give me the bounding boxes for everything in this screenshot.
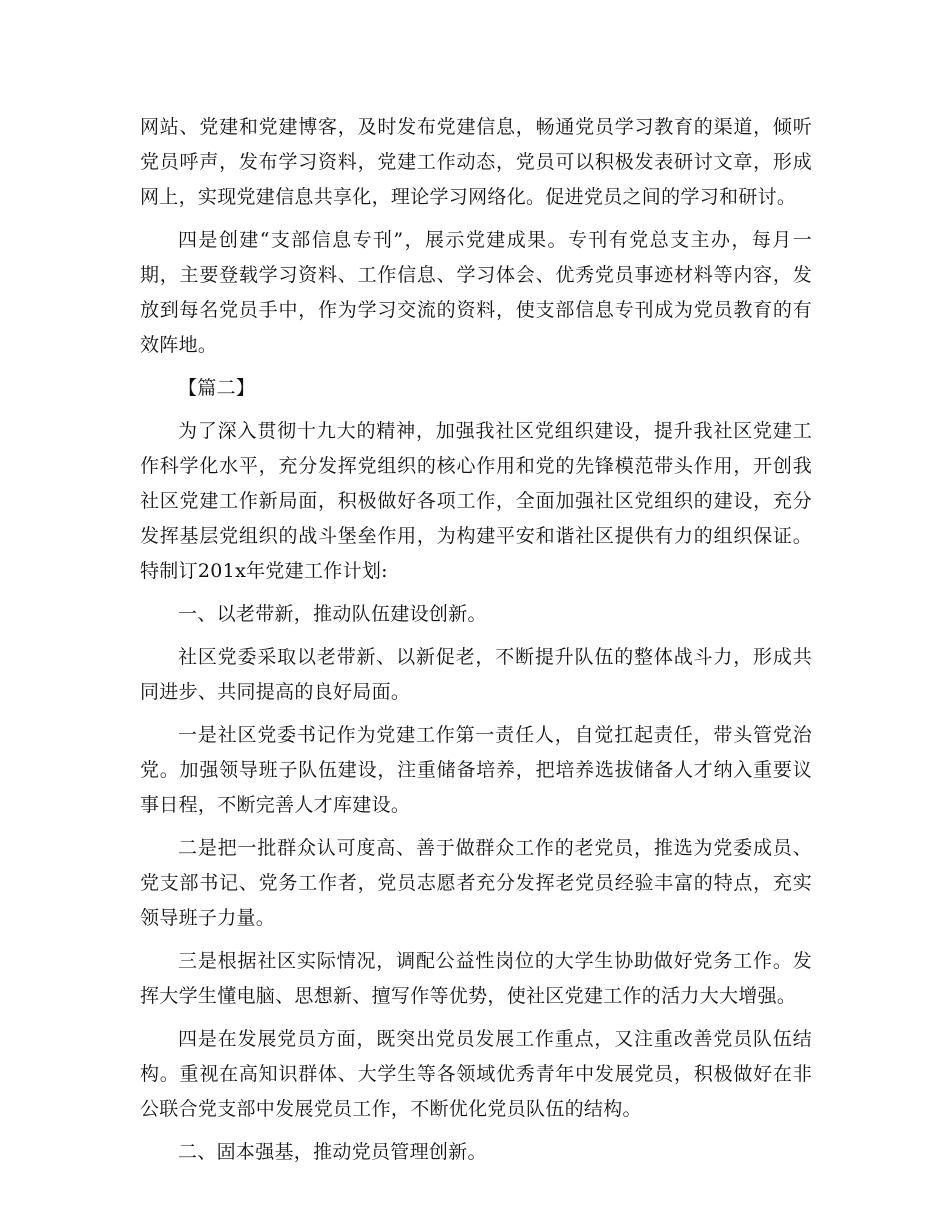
paragraph-continuation: 网站、党建和党建博客，及时发布党建信息，畅通党员学习教育的渠道，倾听党员呼声，发布学习资料，党建工作动态，党员可以积极发表研讨文章，形成网上，实现党建信息共享化，理论学习网络化。促进党员之间的学习和研讨。 <box>140 116 812 208</box>
paragraph-point-1: 一是社区党委书记作为党建工作第一责任人，自觉扛起责任，带头管党治党。加强领导班子队伍建设，注重储备培养，把培养选拔储备人才纳入重要议事日程，不断完善人才库建设。 <box>140 724 812 816</box>
document-body <box>140 110 812 1178</box>
subheading-1: 一、以老带新，推动队伍建设创新。 <box>178 603 487 625</box>
subheading-2: 二、固本强基，推动党员管理创新。 <box>178 1141 487 1163</box>
paragraph-item-4: 四是创建“支部信息专刊”，展示党建成果。专刊有党总支主办，每月一期，主要登载学习资料、工作信息、学习体会、优秀党员事迹材料等内容，发放到每名党员手中，作为学习交流的资料，使支部信息专刊成为党员教育的有效阵地。 <box>140 229 812 356</box>
paragraph-point-2: 二是把一批群众认可度高、善于做群众工作的老党员，推选为党委成员、党支部书记、党务工作者，党员志愿者充分发挥老党员经验丰富的特点，充实领导班子力量。 <box>140 837 812 929</box>
paragraph-point-4: 四是在发展党员方面，既突出党员发展工作重点，又注重改善党员队伍结构。重视在高知识群体、大学生等各领域优秀青年中发展党员，积极做好在非公联合党支部中发展党员工作，不断优化党员队伍的结构。 <box>140 1028 812 1120</box>
paragraph-intro: 为了深入贯彻十九大的精神，加强我社区党组织建设，提升我社区党建工作科学化水平，充分发挥党组织的核心作用和党的先锋模范带头作用，开创我社区党建工作新局面，积极做好各项工作，全面加强社区党组织的建设，充分发挥基层党组织的战斗堡垒作用，为构建平安和谐社区提供有力的组织保证。特制订201x年党建工作计划: <box>140 420 812 582</box>
paragraph-point-3: 三是根据社区实际情况，调配公益性岗位的大学生协助做好党务工作。发挥大学生懂电脑、思想新、擅写作等优势，使社区党建工作的活力大大增强。 <box>140 950 812 1007</box>
section-heading: 【篇二】 <box>178 377 256 399</box>
paragraph-summary: 社区党委采取以老带新、以新促老，不断提升队伍的整体战斗力，形成共同进步、共同提高的良好局面。 <box>140 646 812 703</box>
